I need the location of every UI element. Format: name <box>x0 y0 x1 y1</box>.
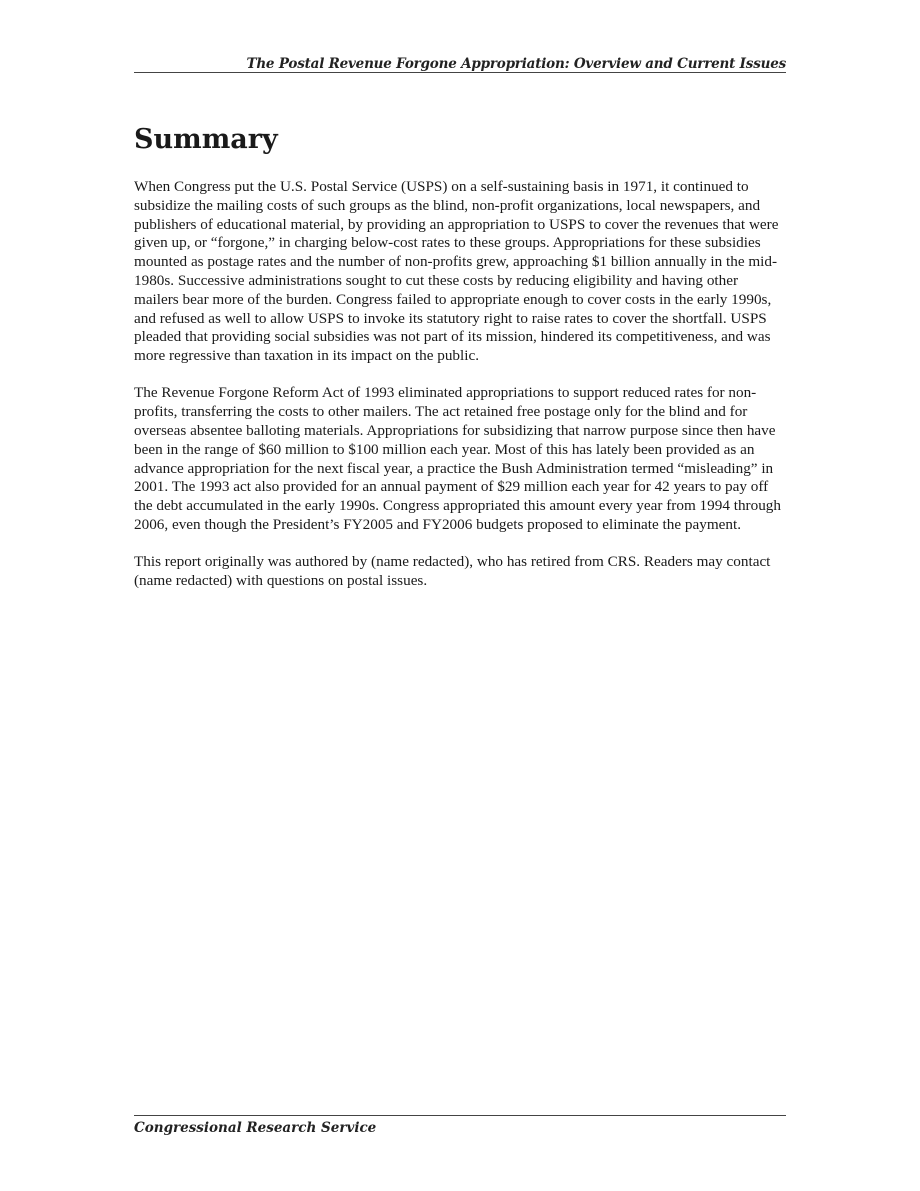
page-title: Summary <box>134 124 278 155</box>
footer-divider <box>134 1115 786 1116</box>
summary-paragraph: The Revenue Forgone Reform Act of 1993 eliminated appropriations to support reduced rates for non-profits, transferring the costs to other mailers. The act retained free postage only for the blind and for overseas absentee balloting materials. Appropriations for subsidizing that narrow purpose since then have been in the range of $60 million to $100 million each year. Most of this has lately been provided as an advance appropriation for the next fiscal year, a practice the Bush Administration termed “misleading” in 2001. The 1993 act also provided for an annual payment of $29 million each year for 42 years to pay off the debt accumulated in the early 1990s. Congress appropriated this amount every year from 1994 through 2006, even though the President’s FY2005 and FY2006 budgets proposed to eliminate the payment. <box>134 384 781 534</box>
summary-paragraph: This report originally was authored by (name redacted), who has retired from CRS. Readers may contact (name redacted) with questions on postal issues. <box>134 553 771 590</box>
summary-paragraph: When Congress put the U.S. Postal Service (USPS) on a self-sustaining basis in 1971, it continued to subsidize the mailing costs of such groups as the blind, non-profit organizations, local newspapers, and publishers of educational material, by providing an appropriation to USPS to cover the revenues that were given up, or “forgone,” in charging below-cost rates to these groups. Appropriations for these subsidies mounted as postage rates and the number of non-profits grew, approaching $1 billion annually in the mid-1980s. Successive administrations sought to cut these costs by reducing eligibility and having other mailers bear more of the burden. Congress failed to appropriate enough to cover costs in the early 1990s, and refused as well to allow USPS to invoke its statutory right to raise rates to cover the shortfall. USPS pleaded that providing social subsidies was not part of its mission, hindered its competitiveness, and was more regressive than taxation in its impact on the public. <box>134 178 779 365</box>
running-header: The Postal Revenue Forgone Appropriation: Overview and Current Issues <box>246 56 786 72</box>
summary-body <box>134 178 786 609</box>
running-footer: Congressional Research Service <box>134 1120 377 1136</box>
header-divider <box>134 72 786 73</box>
